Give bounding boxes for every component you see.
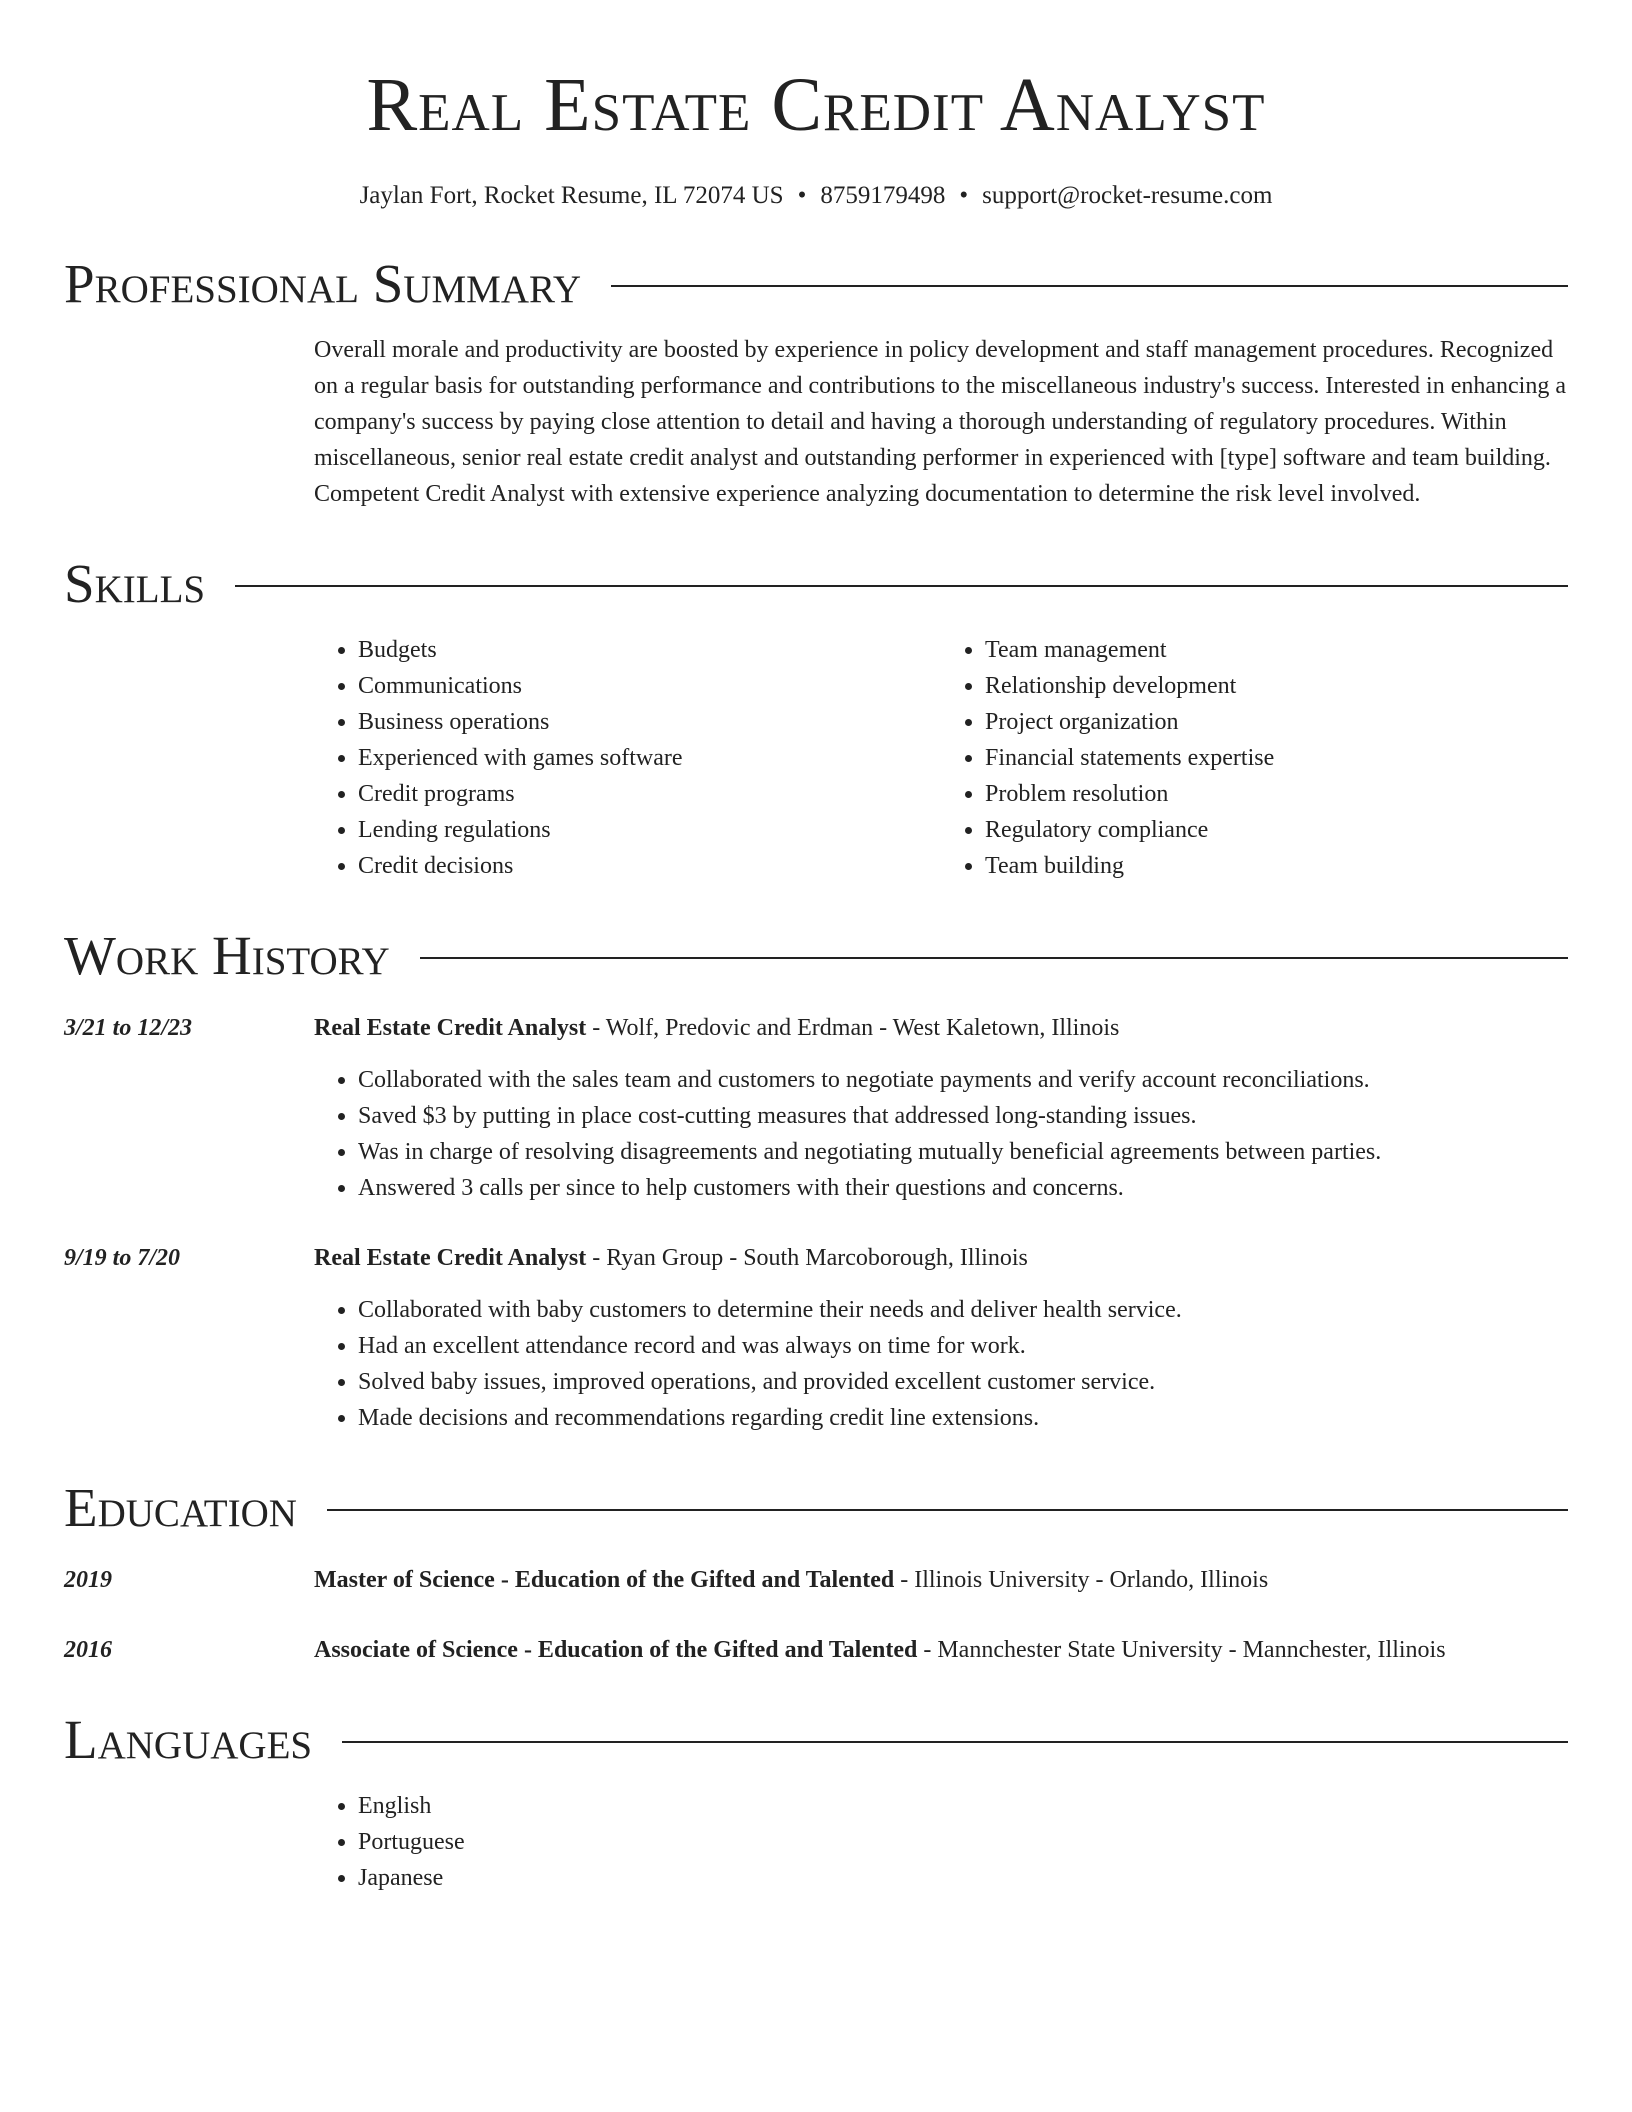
skill-item: • Experienced with games software bbox=[358, 740, 941, 776]
job-heading bbox=[314, 1240, 1568, 1276]
education-degree: Associate of Science - Education of the Gifted and Talented bbox=[314, 1637, 918, 1663]
job-title: Real Estate Credit Analyst bbox=[314, 1245, 587, 1271]
job-spacer bbox=[64, 1046, 314, 1206]
languages-spacer bbox=[64, 1788, 314, 1896]
job-dates: 3/21 to 12/23 bbox=[64, 1015, 193, 1041]
education-body bbox=[314, 1562, 1568, 1598]
education-details: - Mannchester State University - Mannchester, Illinois bbox=[917, 1637, 1446, 1663]
job-bullets-col bbox=[314, 1276, 1568, 1436]
language-item: • English bbox=[358, 1788, 1568, 1824]
job-spacer bbox=[64, 1276, 314, 1436]
summary-row bbox=[64, 332, 1568, 512]
language-item: • Portuguese bbox=[358, 1824, 1568, 1860]
skills-list-left bbox=[314, 632, 941, 884]
job-entry bbox=[64, 1010, 1568, 1206]
resume-title: Real Estate Credit Analyst bbox=[366, 63, 1266, 147]
education-degree: Master of Science - Education of the Gifted and Talented bbox=[314, 1567, 895, 1593]
section-heading bbox=[64, 1708, 1568, 1772]
job-entry bbox=[64, 1240, 1568, 1436]
job-title: Real Estate Credit Analyst bbox=[314, 1015, 587, 1041]
job-header bbox=[64, 1240, 1568, 1276]
languages-col bbox=[314, 1788, 1568, 1896]
skill-item: • Budgets bbox=[358, 632, 941, 668]
job-bullet: • Solved baby issues, improved operations, and provided excellent customer service. bbox=[358, 1364, 1568, 1400]
section-heading bbox=[64, 924, 1568, 988]
education-heading: Education bbox=[64, 1477, 297, 1538]
skill-item: • Communications bbox=[358, 668, 941, 704]
job-heading bbox=[314, 1010, 1568, 1046]
languages-list bbox=[314, 1788, 1568, 1896]
education-body bbox=[314, 1632, 1568, 1668]
job-bullets-row bbox=[64, 1276, 1568, 1436]
contact-email[interactable]: support@rocket-resume.com bbox=[982, 182, 1273, 209]
skill-item: • Regulatory compliance bbox=[985, 812, 1568, 848]
work-history-heading: Work History bbox=[64, 925, 390, 986]
languages-heading: Languages bbox=[64, 1709, 313, 1770]
contact-phone: 8759179498 bbox=[820, 182, 946, 209]
summary-text: Overall morale and productivity are boosted by experience in policy development and staff management procedures. Recognized on a regular basis for outstanding performance and contributions to the miscellaneous industry's success. Interested in enhancing a company's success by paying close attention to detail and having a thorough understanding of regulatory procedures. Within miscellaneous, senior real estate credit analyst and outstanding performer in experienced with [type] software and team building. Competent Credit Analyst with extensive experience analyzing documentation to determine the risk level involved. bbox=[314, 337, 1566, 507]
summary-spacer bbox=[64, 332, 314, 512]
skills-row bbox=[64, 632, 1568, 884]
section-divider bbox=[235, 585, 1568, 587]
contact-line bbox=[64, 180, 1568, 212]
summary-body bbox=[314, 332, 1568, 512]
summary-heading: Professional Summary bbox=[64, 253, 582, 314]
summary-section bbox=[64, 252, 1568, 512]
skills-section bbox=[64, 552, 1568, 884]
education-year: 2016 bbox=[64, 1637, 112, 1663]
job-bullet: • Collaborated with baby customers to determine their needs and deliver health service. bbox=[358, 1292, 1568, 1328]
skill-item: • Credit decisions bbox=[358, 848, 941, 884]
education-details: - Illinois University - Orlando, Illinois bbox=[894, 1567, 1269, 1593]
job-bullets-col bbox=[314, 1046, 1568, 1206]
job-header bbox=[64, 1010, 1568, 1046]
job-bullet: • Collaborated with the sales team and customers to negotiate payments and verify account reconciliations. bbox=[358, 1062, 1568, 1098]
skill-item: • Relationship development bbox=[985, 668, 1568, 704]
work-history-section bbox=[64, 924, 1568, 1436]
languages-row bbox=[64, 1788, 1568, 1896]
job-bullet: • Answered 3 calls per since to help customers with their questions and concerns. bbox=[358, 1170, 1568, 1206]
section-divider bbox=[611, 285, 1568, 287]
job-details: - Wolf, Predovic and Erdman - West Kaletown, Illinois bbox=[586, 1015, 1120, 1041]
skill-item: • Financial statements expertise bbox=[985, 740, 1568, 776]
contact-separator: • bbox=[959, 182, 969, 209]
section-divider bbox=[342, 1741, 1568, 1743]
job-dates: 9/19 to 7/20 bbox=[64, 1245, 181, 1271]
skills-list-right bbox=[941, 632, 1568, 884]
section-heading bbox=[64, 552, 1568, 616]
section-divider bbox=[420, 957, 1568, 959]
education-entry bbox=[64, 1632, 1568, 1668]
languages-section bbox=[64, 1708, 1568, 1896]
section-heading bbox=[64, 1476, 1568, 1540]
section-heading bbox=[64, 252, 1568, 316]
contact-address: Jaylan Fort, Rocket Resume, IL 72074 US bbox=[359, 182, 784, 209]
skill-item: • Problem resolution bbox=[985, 776, 1568, 812]
skill-item: • Lending regulations bbox=[358, 812, 941, 848]
job-details: - Ryan Group - South Marcoborough, Illinois bbox=[586, 1245, 1028, 1271]
job-bullet: • Made decisions and recommendations regarding credit line extensions. bbox=[358, 1400, 1568, 1436]
job-bullet: • Had an excellent attendance record and was always on time for work. bbox=[358, 1328, 1568, 1364]
job-bullet: • Was in charge of resolving disagreements and negotiating mutually beneficial agreements between parties. bbox=[358, 1134, 1568, 1170]
skills-spacer bbox=[64, 632, 314, 884]
education-section bbox=[64, 1476, 1568, 1668]
skill-item: • Team management bbox=[985, 632, 1568, 668]
job-bullets-row bbox=[64, 1046, 1568, 1206]
job-bullets bbox=[314, 1292, 1568, 1436]
job-bullet: • Saved $3 by putting in place cost-cutting measures that addressed long-standing issues. bbox=[358, 1098, 1568, 1134]
section-divider bbox=[327, 1509, 1568, 1511]
education-year: 2019 bbox=[64, 1567, 112, 1593]
skill-item: • Project organization bbox=[985, 704, 1568, 740]
contact-separator: • bbox=[797, 182, 807, 209]
education-entry bbox=[64, 1562, 1568, 1598]
language-item: • Japanese bbox=[358, 1860, 1568, 1896]
skills-heading: Skills bbox=[64, 553, 206, 614]
skill-item: • Business operations bbox=[358, 704, 941, 740]
skill-item: • Team building bbox=[985, 848, 1568, 884]
skills-grid bbox=[314, 632, 1568, 884]
skill-item: • Credit programs bbox=[358, 776, 941, 812]
job-bullets bbox=[314, 1062, 1568, 1206]
